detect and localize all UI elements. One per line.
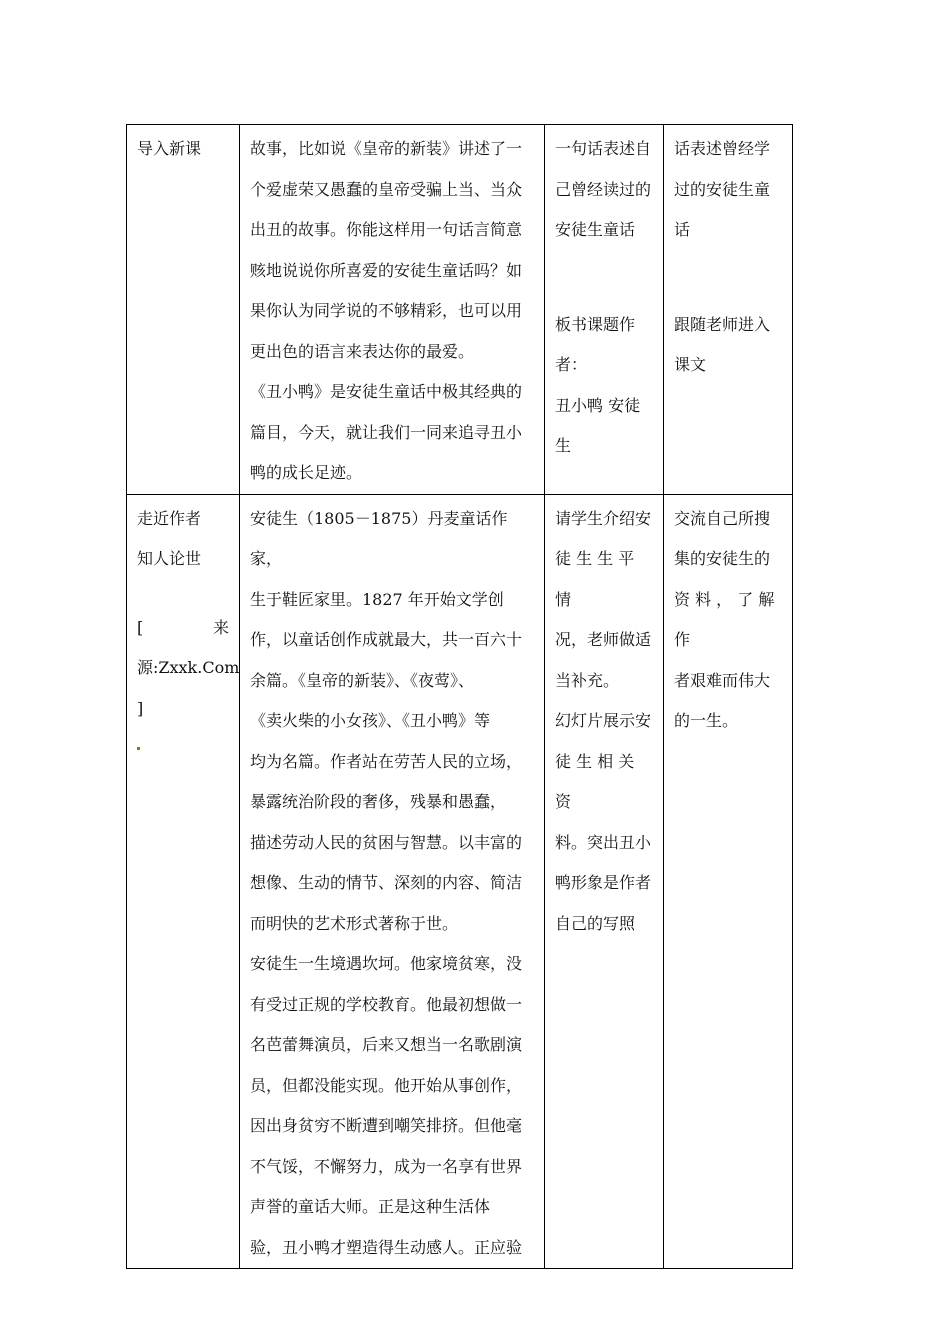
content-line: 余篇。《皇帝的新装》、《夜莺》、 [250,670,475,690]
content-line: 名芭蕾舞演员，后来又想当一名歌剧演 [250,1035,523,1054]
stage-cell [127,494,240,1269]
content-line: 赅地说说你所喜爱的安徒生童话吗？如 [250,260,523,280]
spacer [137,747,229,881]
teacher-line: 当补充。 [555,670,620,690]
teacher-line: 鸭形象是作者 [555,873,652,892]
teacher-line: 丑小鸭 安徒 [555,395,641,415]
source-note [137,608,229,649]
spacer [674,251,782,305]
content-line: 想像、生动的情节、深刻的内容、简洁 [250,873,523,892]
content-line: 而明快的艺术形式著称于世。 [250,913,459,933]
stage-cell [127,125,240,495]
lesson-plan-table [126,124,793,1269]
teacher-line: 一句话表述自 [555,139,652,158]
teacher-line: 料。突出丑小 [555,832,652,852]
content-line: 验，丑小鸭才塑造得生动感人。正应验 [250,1237,523,1257]
teacher-line: 徒 生 生 平 情 [555,549,635,609]
stage-label: 知人论世 [137,549,202,568]
teacher-line: 安徒生童话 [555,220,636,239]
content-line: 有受过正规的学校教育。他最初想做一 [250,994,523,1014]
teacher-line: 者： [555,355,588,374]
spacer [137,580,229,608]
source-line: 源:Zxxk.Com [137,658,240,677]
teacher-line: 况，老师做适 [555,630,652,649]
content-line: 声誉的童话大师。正是这种生活体 [250,1197,491,1216]
student-line: 资 料 ， 了 解 作 [674,589,775,649]
content-line: 出丑的故事。你能这样用一句话言简意 [250,220,523,239]
student-line: 话 [674,220,691,239]
content-line: 均为名篇。作者站在劳苦人民的立场， [250,751,523,771]
student-line: 者艰难而伟大 [674,670,771,690]
content-line: 个爱虚荣又愚蠢的皇帝受骗上当、当众 [250,179,523,199]
student-line: 话表述曾经学 [674,139,771,158]
content-line: 暴露统治阶段的奢侈，残暴和愚蠢， [250,792,507,811]
table-row [127,125,793,495]
content-line: 篇目，今天，就让我们一同来追寻丑小 [250,422,523,442]
content-line: 《卖火柴的小女孩》、《丑小鸭》等 [250,711,491,730]
teacher-line: 生 [555,436,572,455]
teacher-line: 板书课题作 [555,314,636,334]
student-activity-cell [664,125,793,495]
content-line: 生于鞋匠家里。1827 年开始文学创 [250,589,504,609]
content-line: 《丑小鸭》是安徒生童话中极其经典的 [250,382,523,401]
table-row [127,494,793,1269]
spacer [555,251,653,305]
teacher-line: 徒 生 相 关 资 [555,751,635,811]
content-line: 故事，比如说《皇帝的新装》讲述了一 [250,139,523,158]
teacher-line: 幻灯片展示安 [555,711,652,730]
teacher-activity-cell [545,494,664,1269]
student-activity-cell [664,494,793,1269]
student-line: 的一生。 [674,711,739,730]
teacher-line: 请学生介绍安 [555,508,652,528]
dot-mark [137,747,140,750]
teacher-line: 己曾经读过的 [555,179,652,199]
stage-label: 走近作者 [137,508,202,528]
student-line: 过的安徒生童 [674,179,771,199]
source-word: 来 [212,617,229,637]
content-line: 描述劳动人民的贫困与智慧。以丰富的 [250,832,523,852]
teacher-activity-cell [545,125,664,495]
content-line: 员，但都没能实现。他开始从事创作， [250,1075,523,1095]
teacher-line: 自己的写照 [555,913,636,933]
content-line: 不气馁，不懈努力，成为一名享有世界 [250,1156,523,1176]
content-cell [240,125,545,495]
stage-label: 导入新课 [137,139,202,158]
content-line: 果你认为同学说的不够精彩，也可以用 [250,301,523,320]
student-line: 交流自己所搜 [674,508,771,528]
content-line: 安徒生（1805－1875）丹麦童话作家， [250,508,508,568]
content-line: 安徒生一生境遇坎坷。他家境贫寒，没 [250,954,523,973]
source-bracket-open: [ [137,617,144,637]
source-bracket-close: ] [137,698,144,718]
content-line: 作，以童话创作成就最大，共一百六十 [250,630,523,649]
content-cell [240,494,545,1269]
student-line: 跟随老师进入 [674,314,771,334]
content-line: 鸭的成长足迹。 [250,463,363,482]
content-line: 因出身贫穷不断遭到嘲笑排挤。但他毫 [250,1116,523,1135]
student-line: 课文 [674,355,707,374]
content-line: 更出色的语言来表达你的最爱。 [250,341,475,361]
student-line: 集的安徒生的 [674,549,771,568]
